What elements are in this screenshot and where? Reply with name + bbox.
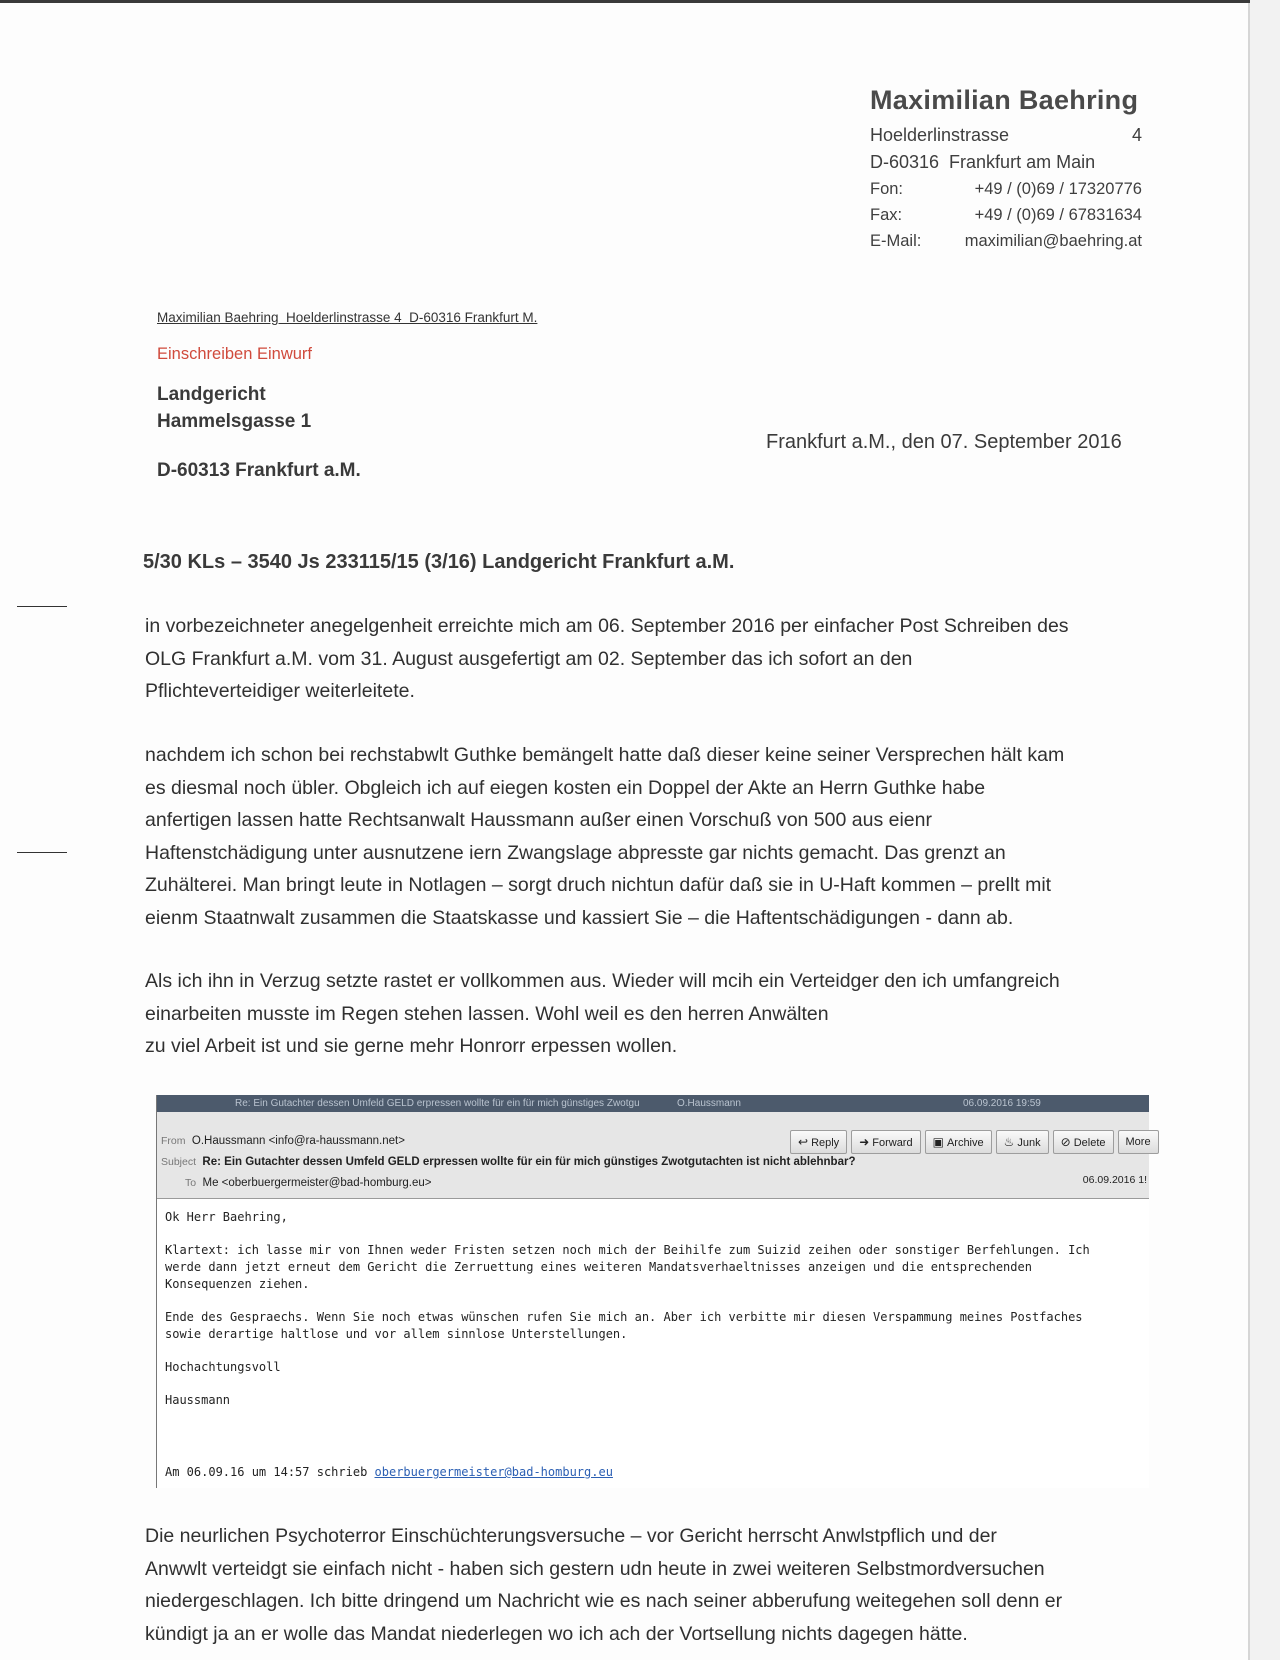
sender-street: Hoelderlinstrasse	[870, 125, 1010, 145]
email-address: maximilian@baehring.at	[964, 232, 1142, 250]
more-button[interactable]	[1118, 1130, 1159, 1154]
junk-button[interactable]	[996, 1130, 1049, 1154]
registered-mail-note: Einschreiben Einwurf	[157, 345, 312, 363]
archive-icon: ▣	[932, 1135, 944, 1149]
titlebar-date: 06.09.2016 19:59	[963, 1098, 1041, 1109]
email-paragraph: Ende des Gespraechs. Wenn Sie noch etwas wünschen rufen Sie mich an. Aber ich verbitte mir diesen Verspammung meines Postfaches sowie derartige haltlose und vor allem sinnlose Unterstellungen.	[165, 1310, 1083, 1341]
quote-prefix: Am 06.09.16 um 14:57 schrieb	[165, 1465, 375, 1479]
sender-city-text: D-60316 Frankfurt am Main	[870, 152, 1096, 172]
recipient-city: D-60313 Frankfurt a.M.	[157, 460, 361, 481]
sender-name: Maximilian Baehring	[870, 85, 1139, 115]
to-address[interactable]: Me <oberbuergermeister@bad-homburg.eu>	[202, 1177, 432, 1189]
email-date: 06.09.2016 1!	[1082, 1174, 1147, 1186]
subject-label: Subject	[161, 1156, 197, 1168]
junk-icon: ♨	[1003, 1135, 1015, 1149]
text-line: Pflichteverteidiger weiterleitete.	[145, 680, 415, 702]
forward-icon: ➜	[859, 1135, 870, 1149]
email-body	[165, 1209, 1140, 1425]
text-line: zu viel Arbeit ist und sie gerne mehr Honrorr erpessen wollen.	[145, 1035, 678, 1057]
email-screenshot	[156, 1095, 1149, 1488]
sender-city	[870, 149, 1142, 176]
delete-button[interactable]	[1053, 1130, 1114, 1154]
text-line: eienm Staatnwalt zusammen die Staatskasse und kassiert Sie – die Haftentschädigungen - dann ab.	[145, 906, 1014, 929]
paragraph-1	[145, 610, 1155, 708]
quote-email-link[interactable]: oberbuergermeister@bad-homburg.eu	[374, 1465, 613, 1479]
return-address: Maximilian Baehring Hoelderlinstrasse 4 D-60316 Frankfurt M.	[157, 310, 538, 325]
text-line: anfertigen lassen hatte Rechtsanwalt Haussmann außer einen Vorschuß von 500 aus eienr	[145, 809, 932, 831]
email-signature: Haussmann	[165, 1393, 231, 1407]
top-rule	[0, 0, 1250, 3]
email-paragraph: Klartext: ich lasse mir von Ihnen weder Fristen setzen noch mich der Beihilfe zum Suizid zeihen oder sonstiger Berfehlungen. Ich werde dann jetzt erneut dem Gericht die Zerruettung eines weiteren Mandatsverhaeltnisses anzeigen und die entsprechenden Konsequenzen ziehen.	[165, 1243, 1090, 1291]
sender-email-line	[870, 228, 1142, 254]
reply-icon: ↩	[798, 1135, 809, 1149]
junk-label: Junk	[1017, 1137, 1041, 1149]
paragraph-2	[145, 739, 1155, 934]
sender-fax-line	[870, 202, 1142, 228]
recipient-name: Landgericht	[157, 384, 266, 405]
to-row	[185, 1177, 432, 1189]
forward-button[interactable]	[851, 1130, 920, 1154]
fax-number: +49 / (0)69 / 67831634	[974, 206, 1142, 224]
delete-label: Delete	[1073, 1137, 1106, 1149]
more-label: More	[1125, 1136, 1151, 1148]
phone-number: +49 / (0)69 / 17320776	[974, 180, 1142, 198]
archive-button[interactable]	[925, 1130, 992, 1154]
reply-button[interactable]	[790, 1130, 847, 1154]
email-titlebar	[157, 1095, 1149, 1112]
titlebar-subject: Re: Ein Gutachter dessen Umfeld GELD erpressen wollte für ein für mich günstiges Zwotgu	[235, 1098, 640, 1109]
quote-line	[165, 1465, 613, 1479]
paragraph-3	[145, 965, 1155, 1063]
text-line: Die neurlichen Psychoterror Einschüchterungsversuche – vor Gericht herrscht Anwlstpflich und der	[145, 1525, 997, 1547]
text-line: kündigt ja an er wolle das Mandat niederlegen wo ich ach der Vortsellung nichts dagegen hätte.	[145, 1622, 968, 1645]
text-line: OLG Frankfurt a.M. vom 31. August ausgefertigt am 02. September das ich sofort an den	[145, 647, 913, 670]
text-line: Zuhälterei. Man bringt leute in Notlagen – sorgt druch nichtun dafür daß sie in U-Haft kommen – prellt mit	[145, 874, 1052, 896]
text-line: einarbeiten musste im Regen stehen lassen. Wohl weil es den herren Anwälten	[145, 1002, 829, 1025]
text-line: Haftenstchädigung unter ausnutzene iern Zwangslage abpresste gar nichts gemacht. Das grenzt an	[145, 841, 1006, 864]
text-line: Als ich ihn in Verzug setzte rastet er vollkommen aus. Wieder will mcih ein Verteidger den ich umfangreich	[145, 970, 1060, 992]
scan-edge	[1250, 0, 1280, 1660]
email-greeting: Ok Herr Baehring,	[165, 1210, 288, 1224]
email-header	[157, 1112, 1149, 1199]
forward-label: Forward	[872, 1137, 913, 1149]
from-label: From	[161, 1135, 186, 1147]
from-row	[161, 1135, 405, 1147]
text-line: in vorbezeichneter anegelgenheit erreichte mich am 06. September 2016 per einfacher Post Schreiben des	[145, 615, 1069, 637]
text-line: niedergeschlagen. Ich bitte dringend um Nachricht wie es nach seiner abberufung weitegehen soll denn er	[145, 1590, 1063, 1612]
recipient-block	[157, 381, 311, 435]
sender-phone-line	[870, 176, 1142, 202]
sender-street-line	[870, 122, 1142, 149]
reply-label: Reply	[811, 1137, 840, 1149]
archive-label: Archive	[946, 1137, 984, 1149]
phone-label: Fon:	[870, 180, 904, 198]
fax-label: Fax:	[870, 206, 903, 224]
fold-mark	[17, 606, 67, 607]
case-reference: 5/30 KLs – 3540 Js 233115/15 (3/16) Landgericht Frankfurt a.M.	[143, 551, 735, 573]
recipient-street: Hammelsgasse 1	[157, 411, 312, 432]
sender-block	[870, 85, 1142, 254]
delete-icon: ⊘	[1060, 1135, 1071, 1149]
sender-house-number: 4	[1131, 125, 1142, 145]
email-label: E-Mail:	[870, 232, 922, 250]
email-closing: Hochachtungsvoll	[165, 1360, 281, 1374]
text-line: es diesmal noch übler. Obgleich ich auf eiegen kosten ein Doppel der Akte an Herrn Guthke habe	[145, 776, 986, 799]
to-label: To	[185, 1177, 197, 1189]
fold-mark	[17, 852, 67, 853]
from-address[interactable]: O.Haussmann <info@ra-haussmann.net>	[191, 1135, 405, 1147]
subject-row	[161, 1156, 855, 1168]
titlebar-from: O.Haussmann	[677, 1098, 741, 1109]
subject-text: Re: Ein Gutachter dessen Umfeld GELD erpressen wollte für ein für mich günstiges Zwotgutachten ist nicht ablehnbar?	[202, 1156, 856, 1168]
date-line: Frankfurt a.M., den 07. September 2016	[766, 431, 1122, 453]
text-line: nachdem ich schon bei rechstabwlt Guthke bemängelt hatte daß dieser keine seiner Versprechen hält kam	[145, 744, 1065, 766]
email-toolbar	[790, 1130, 1159, 1154]
text-line: Anwwlt verteidgt sie einfach nicht - haben sich gestern udn heute in zwei weiteren Selbstmordversuchen	[145, 1557, 1045, 1580]
paragraph-4	[145, 1520, 1155, 1650]
